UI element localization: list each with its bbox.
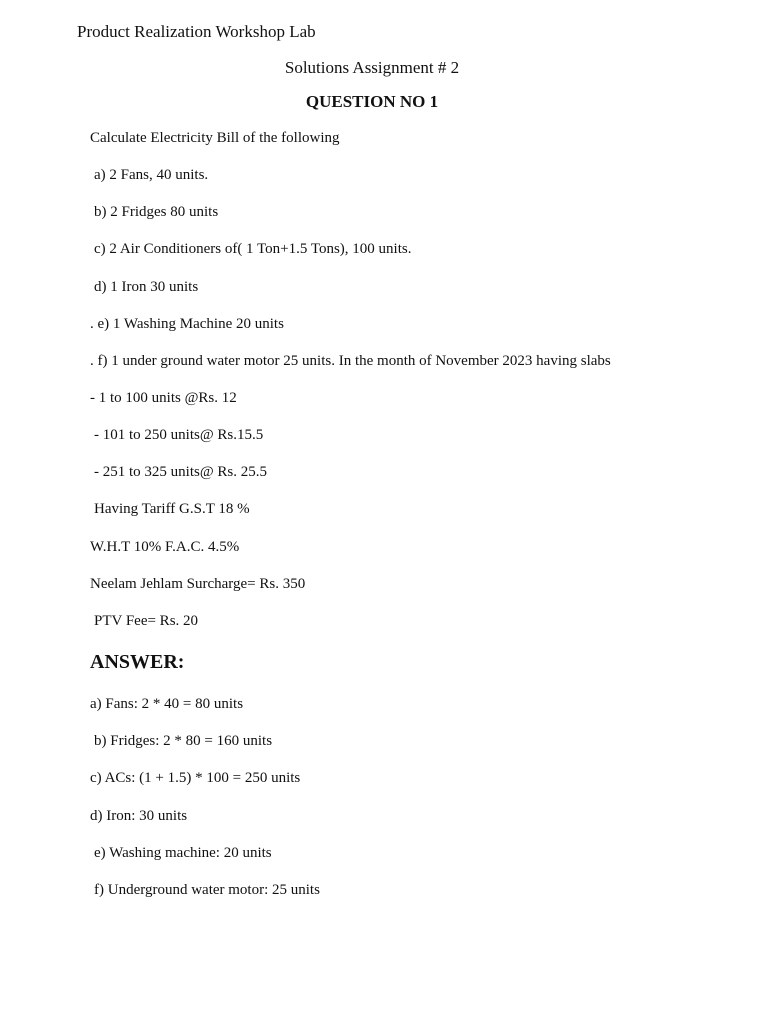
- slab-2: - 101 to 250 units@ Rs.15.5: [94, 427, 264, 443]
- ptv-fee-line: PTV Fee= Rs. 20: [94, 613, 199, 629]
- assignment-title: Solutions Assignment # 2: [284, 58, 460, 77]
- slab-3: - 251 to 325 units@ Rs. 25.5: [94, 464, 267, 480]
- question-item-b: b) 2 Fridges 80 units: [94, 204, 219, 220]
- question-item-f: . f) 1 under ground water motor 25 units. In the month of November 2023 having slabs: [90, 353, 611, 369]
- question-item-d: d) 1 Iron 30 units: [94, 279, 199, 295]
- slab-1: - 1 to 100 units @Rs. 12: [90, 390, 237, 406]
- question-heading: QUESTION NO 1: [305, 92, 439, 111]
- answer-line-c: c) ACs: (1 + 1.5) * 100 = 250 units: [90, 770, 301, 786]
- answer-line-f: f) Underground water motor: 25 units: [94, 882, 320, 898]
- question-item-c: c) 2 Air Conditioners of( 1 Ton+1.5 Tons), 100 units.: [94, 241, 412, 257]
- question-item-e: . e) 1 Washing Machine 20 units: [90, 316, 284, 332]
- answer-line-b: b) Fridges: 2 * 80 = 160 units: [94, 733, 273, 749]
- question-item-a: a) 2 Fans, 40 units.: [94, 167, 209, 183]
- tariff-line: Having Tariff G.S.T 18 %: [94, 501, 250, 517]
- answer-line-e: e) Washing machine: 20 units: [94, 845, 272, 861]
- wht-fac-line: W.H.T 10% F.A.C. 4.5%: [90, 539, 240, 555]
- question-intro: Calculate Electricity Bill of the following: [90, 130, 340, 146]
- surcharge-line: Neelam Jehlam Surcharge= Rs. 350: [90, 576, 306, 592]
- answer-line-d: d) Iron: 30 units: [90, 808, 188, 824]
- course-title: Product Realization Workshop Lab: [77, 22, 316, 41]
- answer-line-a: a) Fans: 2 * 40 = 80 units: [90, 696, 244, 712]
- answer-heading: ANSWER:: [90, 651, 185, 673]
